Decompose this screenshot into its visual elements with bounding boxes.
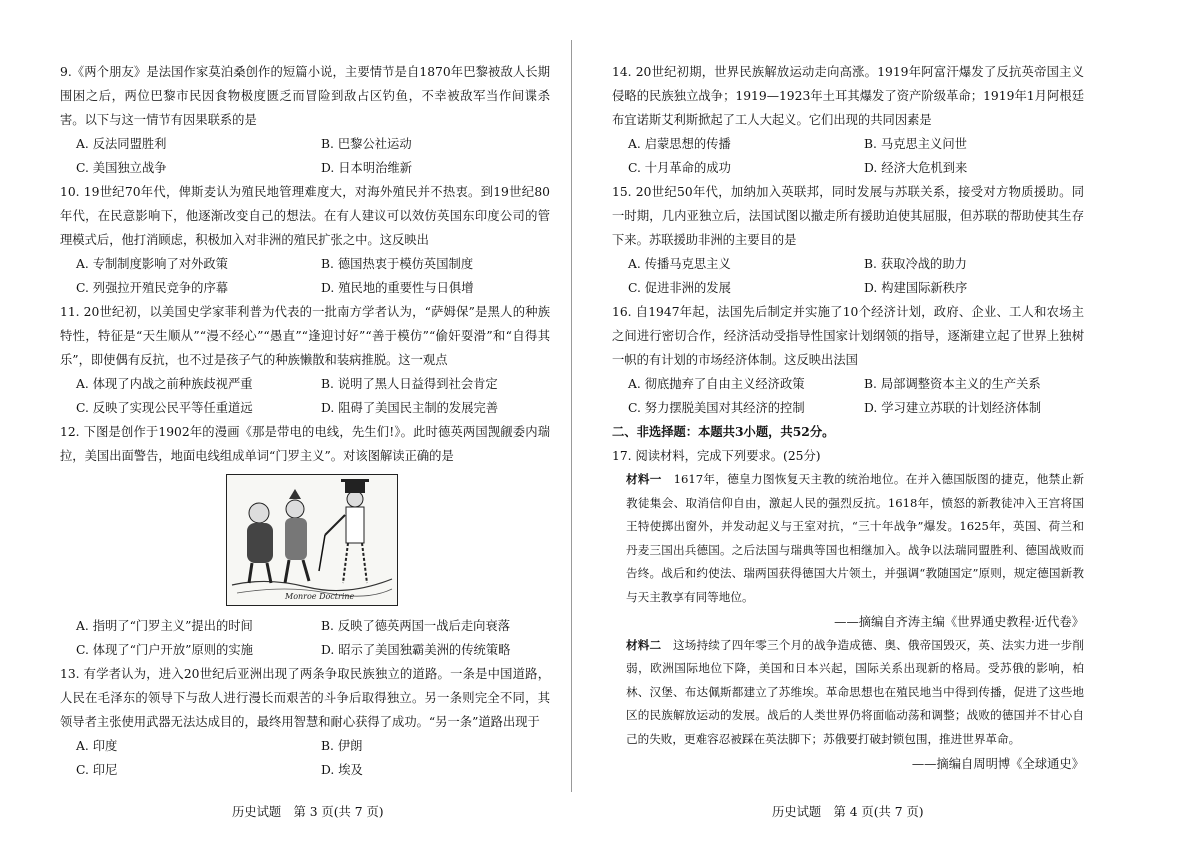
option-b: B. 反映了德英两国一战后走向衰落 <box>321 619 511 633</box>
option-d: D. 构建国际新秩序 <box>864 281 968 295</box>
option-c: C. 十月革命的成功 <box>628 161 731 175</box>
option-d: D. 学习建立苏联的计划经济体制 <box>864 401 1042 415</box>
option-c: C. 美国独立战争 <box>76 161 167 175</box>
option-a: A. 印度 <box>76 739 118 753</box>
page-divider <box>571 40 572 792</box>
page-3-column <box>60 60 550 782</box>
page-4-column <box>612 60 1084 776</box>
question-stem: 16. 自1947年起，法国先后制定并实施了10个经济计划，政府、企业、工人和农场主之间进行密切合作，经济活动受指导性国家计划纲领的指导，逐渐建立起了世界上独树一帜的有计划的市场经济体制。这反映出法国 <box>612 305 1084 367</box>
question-stem: 9.《两个朋友》是法国作家莫泊桑创作的短篇小说，主要情节是自1870年巴黎被敌人长期围困之后，两位巴黎市民因食物极度匮乏而冒险到敌占区钓鱼，不幸被敌军当作间谍杀害。以下与这一情节有因果联系的是 <box>60 65 550 127</box>
material-source: ——摘编自周明博《全球通史》 <box>911 756 1084 771</box>
page-footer: 历史试题 第 4 页(共 7 页) <box>772 805 924 819</box>
option-b: B. 说明了黑人日益得到社会肯定 <box>321 377 498 391</box>
political-cartoon-image <box>226 474 398 606</box>
option-d: D. 昭示了美国独霸美洲的传统策略 <box>321 643 511 657</box>
question-stem: 11. 20世纪初，以美国史学家菲利普为代表的一批南方学者认为，“萨姆保”是黑人的种族特性，特征是“天生顺从”“漫不经心”“愚直”“逢迎讨好”“善于模仿”“偷奸耍滑”和“自得其乐”，即使偶有反抗，也不过是孩子气的种族懒散和装病推脱。这一观点 <box>60 305 550 367</box>
svg-text:Monroe Doctrine: Monroe Doctrine <box>285 592 355 601</box>
material-one <box>612 468 1084 610</box>
option-b: B. 马克思主义问世 <box>864 137 967 151</box>
question-13 <box>60 662 550 782</box>
option-c: C. 促进非洲的发展 <box>628 281 731 295</box>
option-a: A. 反法同盟胜利 <box>76 137 167 151</box>
option-a: A. 指明了“门罗主义”提出的时间 <box>76 619 253 633</box>
section-heading: 二、非选择题：本题共3小题，共52分。 <box>612 424 835 439</box>
question-14 <box>612 60 1084 180</box>
material-text: 这场持续了四年零三个月的战争造成德、奥、俄帝国毁灭，英、法实力进一步削弱，欧洲国际地位下降，美国和日本兴起，国际关系出现新的格局。受苏俄的影响，柏林、汉堡、布达佩斯都建立了苏维埃。革命思想也在殖民地当中得到传播，促进了这些地区的民族解放运动的发展。战后的人类世界仍将面临动荡和调整；战败的德国并不甘心自己的失败，更难容忍被踩在英法脚下；苏俄要打破封锁包围，推进世界革命。 <box>626 637 1084 746</box>
option-d: D. 埃及 <box>321 763 363 777</box>
option-d: D. 经济大危机到来 <box>864 161 968 175</box>
material-source: ——摘编自齐涛主编《世界通史教程·近代卷》 <box>834 614 1084 629</box>
option-a: A. 专制制度影响了对外政策 <box>76 257 228 271</box>
question-stem: 14. 20世纪初期，世界民族解放运动走向高涨。1919年阿富汗爆发了反抗英帝国主义侵略的民族独立战争；1919—1923年土耳其爆发了资产阶级革命；1919年1月阿根廷布宜诺斯艾利斯掀起了工人大起义。它们出现的共同因素是 <box>612 65 1084 127</box>
option-c: C. 反映了实现公民平等任重道远 <box>76 401 253 415</box>
option-d: D. 阻碍了美国民主制的发展完善 <box>321 401 499 415</box>
option-a: A. 传播马克思主义 <box>628 257 731 271</box>
option-a: A. 体现了内战之前种族歧视严重 <box>76 377 253 391</box>
option-d: D. 殖民地的重要性与日俱增 <box>321 281 474 295</box>
question-stem: 12. 下图是创作于1902年的漫画《那是带电的电线，先生们!》。此时德英两国觊觎委内瑞拉，美国出面警告，地面电线组成单词“门罗主义”。对该图解读正确的是 <box>60 425 550 463</box>
question-9 <box>60 60 550 180</box>
option-d: D. 日本明治维新 <box>321 161 413 175</box>
question-stem: 10. 19世纪70年代，俾斯麦认为殖民地管理难度大，对海外殖民并不热衷。到19世纪80年代，在民意影响下，他逐渐改变自己的想法。在有人建议可以效仿英国东印度公司的管理模式后，他打消顾虑，积极加入对非洲的殖民扩张之中。这反映出 <box>60 185 550 247</box>
option-b: B. 巴黎公社运动 <box>321 137 412 151</box>
question-stem: 13. 有学者认为，进入20世纪后亚洲出现了两条争取民族独立的道路。一条是中国道路，人民在毛泽东的领导下与敌人进行漫长而艰苦的斗争后取得独立。另一条则完全不同，其领导者主张使用武器无法达成目的，最终用智慧和耐心获得了成功。“另一条”道路出现于 <box>60 667 550 729</box>
option-c: C. 努力摆脱美国对其经济的控制 <box>628 401 805 415</box>
option-c: C. 体现了“门户开放”原则的实施 <box>76 643 253 657</box>
material-label: 材料二 <box>626 637 662 652</box>
page-footer: 历史试题 第 3 页(共 7 页) <box>232 805 384 819</box>
question-11 <box>60 300 550 420</box>
question-16 <box>612 300 1084 420</box>
question-stem: 15. 20世纪50年代，加纳加入英联邦，同时发展与苏联关系，接受对方物质援助。同一时期，几内亚独立后，法国试图以撤走所有援助迫使其屈服，但苏联的帮助使其生存下来。苏联援助非洲的主要目的是 <box>612 185 1084 247</box>
question-17 <box>612 444 1084 776</box>
question-12 <box>60 420 550 662</box>
question-stem: 17. 阅读材料，完成下列要求。(25分) <box>612 449 821 463</box>
option-a: A. 启蒙思想的传播 <box>628 137 731 151</box>
option-b: B. 德国热衷于模仿英国制度 <box>321 257 474 271</box>
question-10 <box>60 180 550 300</box>
option-a: A. 彻底抛弃了自由主义经济政策 <box>628 377 805 391</box>
material-two <box>612 634 1084 752</box>
question-15 <box>612 180 1084 300</box>
option-c: C. 印尼 <box>76 763 118 777</box>
option-b: B. 获取冷战的助力 <box>864 257 967 271</box>
option-b: B. 伊朗 <box>321 739 363 753</box>
material-label: 材料一 <box>626 472 662 486</box>
material-text: 1617年，德皇力图恢复天主教的统治地位。在并入德国版图的捷克，他禁止新教徒集会、取消信仰自由，激起人民的强烈反抗。1618年，愤怒的新教徒冲入王宫将国王特使掷出窗外，并发动起义与王室对抗，“三十年战争”爆发。1625年，英国、荷兰和丹麦三国出兵德国。之后法国与瑞典等国也相继加入。战争以法瑞同盟胜利、德国战败而告终。战后和约使法、瑞两国获得德国大片领土，并强调“教随国定”原则，规定德国新教与天主教享有同等地位。 <box>626 472 1084 604</box>
option-c: C. 列强拉开殖民竞争的序幕 <box>76 281 229 295</box>
option-b: B. 局部调整资本主义的生产关系 <box>864 377 1041 391</box>
